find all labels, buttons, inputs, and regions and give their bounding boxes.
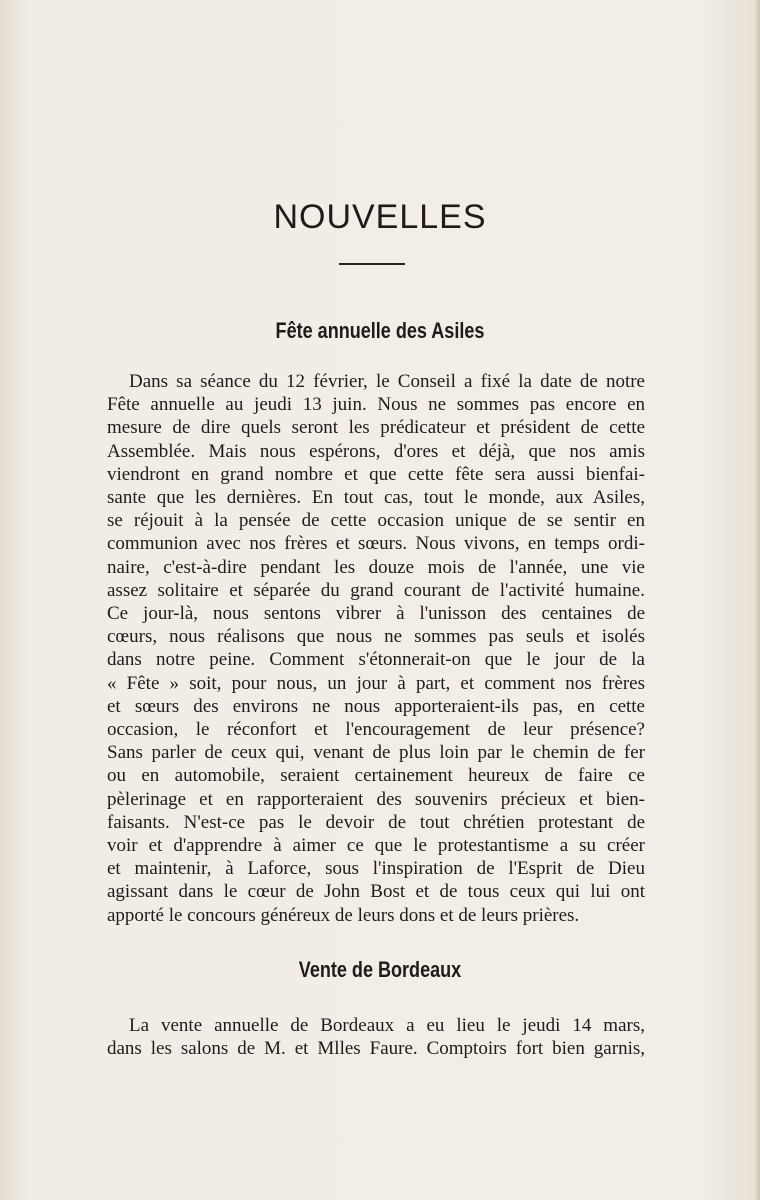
text-line: Assemblée. Mais nous espérons, d'ores et déjà, que nos amis [107, 440, 645, 462]
text-line: assez solitaire et séparée du grand courant de l'activité humaine. [107, 579, 645, 601]
page-edge-shadow [754, 0, 760, 1200]
text-line: communion avec nos frères et sœurs. Nous vivons, en temps ordi- [107, 533, 645, 555]
section-heading-fete: Fête annuelle des Asiles [275, 318, 485, 343]
text-line: dans notre peine. Comment s'étonnerait-on que le jour de la [107, 649, 645, 671]
text-line: pèlerinage et en rapporteraient des souvenirs précieux et bien- [107, 788, 645, 810]
text-line: se réjouit à la pensée de cette occasion unique de se sentir en [107, 510, 645, 532]
text-line: ou en automobile, seraient certainement heureux de faire ce [107, 765, 645, 787]
text-line: agissant dans le cœur de John Bost et de tous ceux qui lui ont [107, 881, 645, 903]
text-line: mesure de dire quels seront les prédicateur et président de cette [107, 417, 645, 439]
section-body-fete [107, 370, 645, 927]
text-line: viendront en grand nombre et que cette fête sera aussi bienfai- [107, 463, 645, 485]
text-line: « Fête » soit, pour nous, un jour à part, et comment nos frères [107, 672, 645, 694]
page-title: NOUVELLES [273, 198, 487, 236]
text-line: apporté le concours généreux de leurs dons et de leurs prières. [107, 904, 580, 926]
text-line: Sans parler de ceux qui, venant de plus loin par le chemin de fer [107, 742, 645, 764]
section-heading-bordeaux: Vente de Bordeaux [298, 957, 462, 982]
text-line: La vente annuelle de Bordeaux a eu lieu le jeudi 14 mars, [129, 1015, 645, 1036]
text-line: cœurs, nous réalisons que nous ne sommes pas seuls et isolés [107, 626, 645, 648]
text-line: dans les salons de M. et Mlles Faure. Comptoirs fort bien garnis, [107, 1038, 645, 1060]
title-divider [339, 263, 405, 265]
text-line: et sœurs des environs ne nous apporteraient-ils pas, en cette [107, 695, 645, 717]
section-body-bordeaux [107, 1014, 645, 1060]
text-line: faisants. N'est-ce pas le devoir de tout chrétien protestant de [107, 811, 645, 833]
text-line: sante que les dernières. En tout cas, tout le monde, aux Asiles, [107, 487, 645, 509]
text-line: Ce jour-là, nous sentons vibrer à l'unisson des centaines de [107, 603, 645, 625]
text-line: Fête annuelle au jeudi 13 juin. Nous ne sommes pas encore en [107, 394, 645, 416]
text-line: voir et d'apprendre à aimer ce que le protestantisme a su créer [107, 835, 645, 857]
text-line: occasion, le réconfort et l'encouragement de leur présence? [107, 719, 645, 741]
text-line: naire, c'est-à-dire pendant les douze mois de l'année, une vie [107, 556, 645, 578]
text-line: Dans sa séance du 12 février, le Conseil a fixé la date de notre [129, 371, 645, 392]
text-line: et maintenir, à Laforce, sous l'inspiration de l'Esprit de Dieu [107, 858, 645, 880]
